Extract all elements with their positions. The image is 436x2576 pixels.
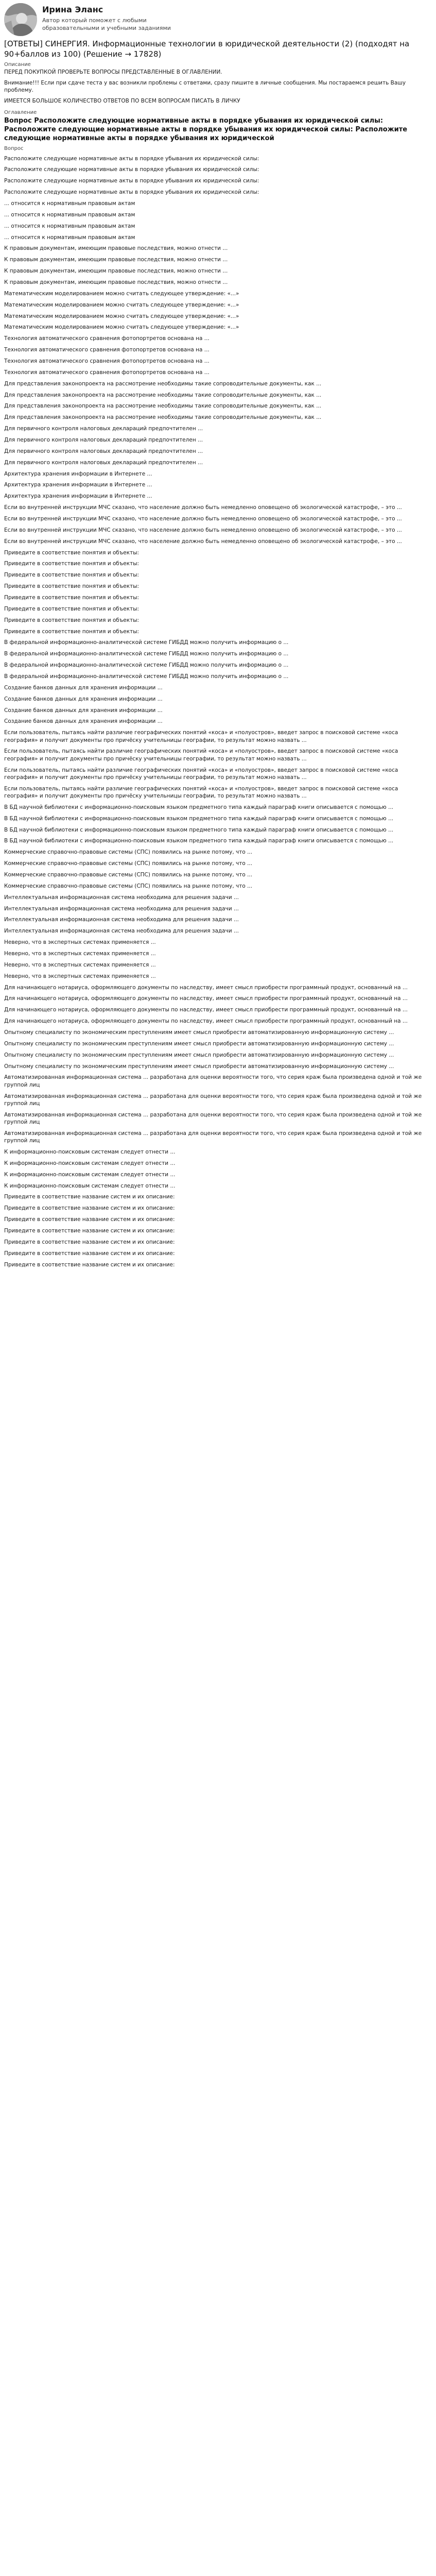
list-item: ... относится к нормативным правовым актам bbox=[4, 211, 135, 218]
avatar-image bbox=[4, 3, 37, 36]
list-item: Расположите следующие нормативные акты в порядке убывания их юридической силы: bbox=[4, 166, 259, 173]
list-item: Коммерческие справочно-правовые системы (СПС) появились на рынке потому, что ... bbox=[4, 860, 253, 867]
description-line: ИМЕЕТСЯ БОЛЬШОЕ КОЛИЧЕСТВО ОТВЕТОВ ПО ВСЕМ ВОПРОСАМ ПИСАТЬ В ЛИЧКУ bbox=[4, 98, 240, 105]
list-item: К информационно-поисковым системам следует отнести ... bbox=[4, 1171, 176, 1178]
question-list bbox=[4, 155, 428, 1268]
list-item: Если пользователь, пытаясь найти различие географических понятий «коса» и «полуостров», введет запрос в поисковой системе «коса география» и получит документы про причёску учительницы географии, то результат можно назвать ... bbox=[4, 767, 398, 781]
list-item: ... относится к нормативным правовым актам bbox=[4, 200, 135, 207]
list-item: Автоматизированная информационная система ... разработана для оценки вероятности того, что серия краж была произведена одной и той же группой лиц bbox=[4, 1093, 422, 1107]
list-item: Автоматизированная информационная система ... разработана для оценки вероятности того, что серия краж была произведена одной и той же группой лиц bbox=[4, 1074, 422, 1088]
list-item: Приведите в соответствие понятия и объекты: bbox=[4, 605, 139, 612]
list-item: Технология автоматического сравнения фотопортретов основана на ... bbox=[4, 335, 210, 342]
list-item: ... относится к нормативным правовым актам bbox=[4, 223, 135, 229]
avatar[interactable] bbox=[4, 3, 37, 36]
list-item: Создание банков данных для хранения информации ... bbox=[4, 684, 163, 691]
list-item: Интеллектуальная информационная система необходима для решения задачи ... bbox=[4, 917, 239, 923]
list-item: К правовым документам, имеющим правовые последствия, можно отнести ... bbox=[4, 279, 228, 285]
list-item: Коммерческие справочно-правовые системы (СПС) появились на рынке потому, что ... bbox=[4, 849, 253, 856]
list-item: Неверно, что в экспертных системах применяется ... bbox=[4, 973, 156, 979]
list-item: Для представления законопроекта на рассмотрение необходимы такие сопроводительные документы, как ... bbox=[4, 392, 322, 398]
list-item: Расположите следующие нормативные акты в порядке убывания их юридической силы: bbox=[4, 189, 259, 196]
list-item: Интеллектуальная информационная система необходима для решения задачи ... bbox=[4, 905, 239, 912]
list-item: Для первичного контроля налоговых деклараций предпочтителен ... bbox=[4, 448, 203, 454]
list-item: Для начинающего нотариуса, оформляющего документы по наследству, имеет смысл приобрести программный продукт, основанный на ... bbox=[4, 1018, 408, 1025]
list-item: Опытному специалисту по экономическим преступлениям имеет смысл приобрести автоматизированную информационную систему ... bbox=[4, 1040, 394, 1047]
list-item: К информационно-поисковым системам следует отнести ... bbox=[4, 1160, 176, 1166]
description-body bbox=[4, 69, 428, 105]
list-item: Опытному специалисту по экономическим преступлениям имеет смысл приобрести автоматизированную информационную систему ... bbox=[4, 1029, 394, 1036]
list-item: К информационно-поисковым системам следует отнести ... bbox=[4, 1182, 176, 1189]
list-item: Если пользователь, пытаясь найти различие географических понятий «коса» и «полуостров», введет запрос в поисковой системе «коса география» и получит документы про причёску учительницы географии, то результат можно назвать ... bbox=[4, 785, 398, 799]
list-item: Для первичного контроля налоговых деклараций предпочтителен ... bbox=[4, 426, 203, 432]
list-item: Для представления законопроекта на рассмотрение необходимы такие сопроводительные документы, как ... bbox=[4, 380, 322, 387]
list-item: В федеральной информационно-аналитической системе ГИБДД можно получить информацию о ... bbox=[4, 673, 289, 680]
list-item: К информационно-поисковым системам следует отнести ... bbox=[4, 1148, 176, 1155]
list-item: Если во внутренней инструкции МЧС сказано, что население должно быть немедленно оповещено об экологической катастрофе, – это ... bbox=[4, 527, 402, 533]
list-item: Для начинающего нотариуса, оформляющего документы по наследству, имеет смысл приобрести программный продукт, основанный на ... bbox=[4, 995, 408, 1002]
author-description: Автор который поможет с любыми образовательными и учебными заданиями bbox=[42, 16, 171, 32]
list-item: В федеральной информационно-аналитической системе ГИБДД можно получить информацию о ... bbox=[4, 651, 289, 657]
list-item: Для начинающего нотариуса, оформляющего документы по наследству, имеет смысл приобрести программный продукт, основанный на ... bbox=[4, 1007, 408, 1013]
list-item: Архитектура хранения информации в Интернете ... bbox=[4, 470, 152, 477]
list-item: Приведите в соответствие название систем и их описание: bbox=[4, 1216, 175, 1223]
list-item: Если пользователь, пытаясь найти различие географических понятий «коса» и «полуостров», введет запрос в поисковой системе «коса география» и получит документы про причёску учительницы географии, то результат можно назвать ... bbox=[4, 748, 398, 762]
author-card bbox=[4, 3, 428, 36]
list-item: Для первичного контроля налоговых деклараций предпочтителен ... bbox=[4, 459, 203, 466]
list-item: Приведите в соответствие название систем и их описание: bbox=[4, 1205, 175, 1212]
list-item: К правовым документам, имеющим правовые последствия, можно отнести ... bbox=[4, 257, 228, 263]
list-item: Если пользователь, пытаясь найти различие географических понятий «коса» и «полуостров», введет запрос в поисковой системе «коса география» и получит документы про причёску учительницы географии, то результат можно назвать ... bbox=[4, 730, 398, 743]
list-item: Коммерческие справочно-правовые системы (СПС) появились на рынке потому, что ... bbox=[4, 872, 253, 878]
list-item: ... относится к нормативным правовым актам bbox=[4, 234, 135, 241]
list-item: Если во внутренней инструкции МЧС сказано, что население должно быть немедленно оповещено об экологической катастрофе, – это ... bbox=[4, 516, 402, 522]
toc-heading: Вопрос Расположите следующие нормативные акты в порядке убывания их юридической силы: Расположите следующие нормативные акты в порядке убывания их юридической силы: Расположите следующие нормативные акты в порядке убывания их юридической bbox=[4, 117, 408, 143]
list-item: Опытному специалисту по экономическим преступлениям имеет смысл приобрести автоматизированную информационную систему ... bbox=[4, 1052, 394, 1058]
list-item: Приведите в соответствие понятия и объекты: bbox=[4, 549, 139, 556]
page-title: [ОТВЕТЫ] СИНЕРГИЯ. Информационные технологии в юридической деятельности (2) (подходят на 90+баллов из 100) (Решение → 17828) bbox=[4, 39, 410, 59]
list-item: Приведите в соответствие понятия и объекты: bbox=[4, 617, 139, 623]
list-item: Создание банков данных для хранения информации ... bbox=[4, 696, 163, 702]
description-line: Внимание!!! Если при сдаче теста у вас возникли проблемы с ответами, сразу пишите в личные сообщения. Мы постараемся решить Вашу проблему. bbox=[4, 79, 406, 94]
list-item: Приведите в соответствие название систем и их описание: bbox=[4, 1239, 175, 1245]
list-item: В БД научной библиотеки с информационно-поисковым языком предметного типа каждый параграф книги описывается с помощью ... bbox=[4, 838, 394, 844]
list-item: Неверно, что в экспертных системах применяется ... bbox=[4, 939, 156, 946]
list-item: Интеллектуальная информационная система необходима для решения задачи ... bbox=[4, 928, 239, 935]
list-item: Приведите в соответствие понятия и объекты: bbox=[4, 595, 139, 601]
list-item: В БД научной библиотеки с информационно-поисковым языком предметного типа каждый параграф книги описывается с помощью ... bbox=[4, 815, 394, 822]
list-item: Создание банков данных для хранения информации ... bbox=[4, 707, 163, 714]
description-label: Описание bbox=[4, 62, 31, 67]
list-item: Приведите в соответствие название систем и их описание: bbox=[4, 1194, 175, 1200]
list-item: Для первичного контроля налоговых деклараций предпочтителен ... bbox=[4, 437, 203, 443]
list-item: Если во внутренней инструкции МЧС сказано, что население должно быть немедленно оповещено об экологической катастрофе, – это ... bbox=[4, 538, 402, 545]
list-item: Математическим моделированием можно считать следующее утверждение: «...» bbox=[4, 290, 239, 297]
list-item: Для начинающего нотариуса, оформляющего документы по наследству, имеет смысл приобрести программный продукт, основанный на ... bbox=[4, 984, 408, 991]
list-item: Если во внутренней инструкции МЧС сказано, что население должно быть немедленно оповещено об экологической катастрофе, – это ... bbox=[4, 504, 402, 511]
list-item: Для представления законопроекта на рассмотрение необходимы такие сопроводительные документы, как ... bbox=[4, 403, 322, 410]
author-name[interactable]: Ирина Эланс bbox=[42, 5, 103, 14]
list-item: Автоматизированная информационная система ... разработана для оценки вероятности того, что серия краж была произведена одной и той же группой лиц bbox=[4, 1130, 422, 1144]
list-item: В федеральной информационно-аналитической системе ГИБДД можно получить информацию о ... bbox=[4, 639, 289, 646]
author-info bbox=[42, 3, 176, 32]
list-item: Автоматизированная информационная система ... разработана для оценки вероятности того, что серия краж была произведена одной и той же группой лиц bbox=[4, 1111, 422, 1125]
question-label: Вопрос bbox=[4, 145, 24, 151]
list-item: Приведите в соответствие понятия и объекты: bbox=[4, 561, 139, 567]
list-item: Приведите в соответствие понятия и объекты: bbox=[4, 572, 139, 579]
list-item: Технология автоматического сравнения фотопортретов основана на ... bbox=[4, 369, 210, 376]
list-item: Архитектура хранения информации в Интернете ... bbox=[4, 482, 152, 488]
list-item: Создание банков данных для хранения информации ... bbox=[4, 718, 163, 725]
page bbox=[0, 0, 430, 1277]
list-item: В федеральной информационно-аналитической системе ГИБДД можно получить информацию о ... bbox=[4, 662, 289, 669]
list-item: В БД научной библиотеки с информационно-поисковым языком предметного типа каждый параграф книги описывается с помощью ... bbox=[4, 804, 394, 810]
list-item: Приведите в соответствие понятия и объекты: bbox=[4, 583, 139, 590]
list-item: Технология автоматического сравнения фотопортретов основана на ... bbox=[4, 358, 210, 364]
list-item: Неверно, что в экспертных системах применяется ... bbox=[4, 951, 156, 957]
list-item: К правовым документам, имеющим правовые последствия, можно отнести ... bbox=[4, 268, 228, 275]
list-item: Приведите в соответствие название систем и их описание: bbox=[4, 1250, 175, 1257]
list-item: Для представления законопроекта на рассмотрение необходимы такие сопроводительные документы, как ... bbox=[4, 414, 322, 421]
list-item: Приведите в соответствие понятия и объекты: bbox=[4, 628, 139, 635]
list-item: Приведите в соответствие название систем и их описание: bbox=[4, 1261, 175, 1268]
list-item: Технология автоматического сравнения фотопортретов основана на ... bbox=[4, 347, 210, 353]
list-item: Расположите следующие нормативные акты в порядке убывания их юридической силы: bbox=[4, 155, 259, 162]
list-item: В БД научной библиотеки с информационно-поисковым языком предметного типа каждый параграф книги описывается с помощью ... bbox=[4, 826, 394, 833]
list-item: Математическим моделированием можно считать следующее утверждение: «...» bbox=[4, 324, 239, 331]
list-item: Расположите следующие нормативные акты в порядке убывания их юридической силы: bbox=[4, 178, 259, 184]
list-item: Интеллектуальная информационная система необходима для решения задачи ... bbox=[4, 894, 239, 901]
list-item: Архитектура хранения информации в Интернете ... bbox=[4, 493, 152, 500]
list-item: Коммерческие справочно-правовые системы (СПС) появились на рынке потому, что ... bbox=[4, 883, 253, 889]
list-item: Приведите в соответствие название систем и их описание: bbox=[4, 1227, 175, 1234]
list-item: Неверно, что в экспертных системах применяется ... bbox=[4, 961, 156, 968]
toc-label: Оглавление bbox=[4, 109, 37, 115]
list-item: Математическим моделированием можно считать следующее утверждение: «...» bbox=[4, 301, 239, 308]
list-item: Математическим моделированием можно считать следующее утверждение: «...» bbox=[4, 313, 239, 319]
description-line: ПЕРЕД ПОКУПКОЙ ПРОВЕРЬТЕ ВОПРОСЫ ПРЕДСТАВЛЕННЫЕ В ОГЛАВЛЕНИИ. bbox=[4, 69, 222, 75]
list-item: К правовым документам, имеющим правовые последствия, можно отнести ... bbox=[4, 245, 228, 252]
list-item: Опытному специалисту по экономическим преступлениям имеет смысл приобрести автоматизированную информационную систему ... bbox=[4, 1063, 394, 1070]
